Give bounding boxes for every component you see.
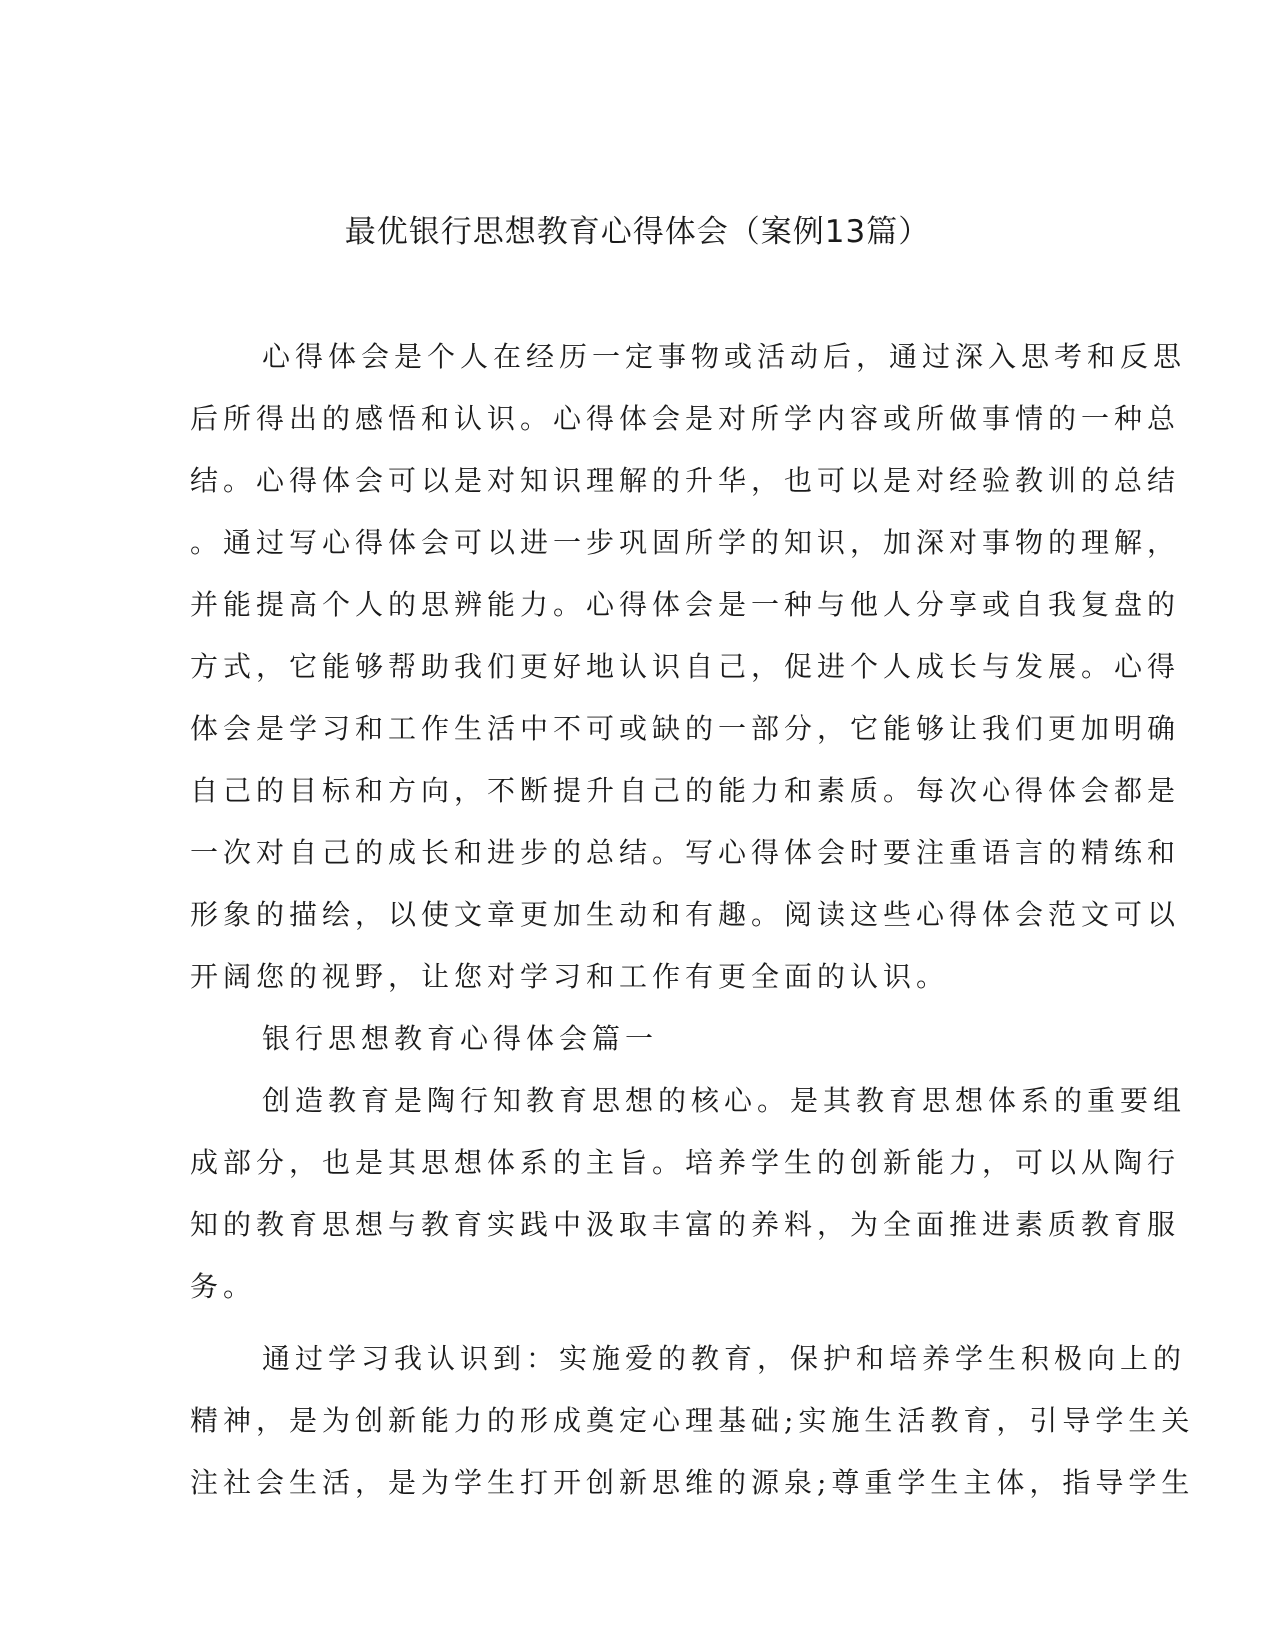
text-line: 形象的描绘，以使文章更加生动和有趣。阅读这些心得体会范文可以 [190,898,1181,931]
text-line: 心得体会是个人在经历一定事物或活动后，通过深入思考和反思 [262,340,1187,373]
text-line: 体会是学习和工作生活中不可或缺的一部分，它能够让我们更加明确 [190,712,1181,745]
text-line: 知的教育思想与教育实践中汲取丰富的养料，为全面推进素质教育服 [190,1208,1181,1241]
body-paragraph-1 [190,1070,1187,1318]
text-line: 一次对自己的成长和进步的总结。写心得体会时要注重语言的精练和 [190,836,1181,869]
text-line: 结。心得体会可以是对知识理解的升华，也可以是对经验教训的总结 [190,464,1181,497]
text-line: 通过学习我认识到：实施爱的教育，保护和培养学生积极向上的 [262,1342,1187,1375]
text-line: 成部分，也是其思想体系的主旨。培养学生的创新能力，可以从陶行 [190,1146,1181,1179]
text-line: 务。 [190,1270,257,1303]
text-line: 开阔您的视野，让您对学习和工作有更全面的认识。 [190,960,950,993]
document-body [190,326,1195,1514]
document-title: 最优银行思想教育心得体会（案例13篇） [344,214,931,250]
text-line: 注社会生活，是为学生打开创新思维的源泉;尊重学生主体，指导学生 [190,1466,1195,1499]
text-line: 后所得出的感悟和认识。心得体会是对所学内容或所做事情的一种总 [190,402,1181,435]
text-line: 方式，它能够帮助我们更好地认识自己，促进个人成长与发展。心得 [190,650,1181,683]
text-line: 精神，是为创新能力的形成奠定心理基础;实施生活教育，引导学生关 [190,1404,1195,1437]
text-line: 。通过写心得体会可以进一步巩固所学的知识，加深对事物的理解， [190,526,1181,559]
section-heading: 银行思想教育心得体会篇一 [262,1022,659,1055]
text-line: 自己的目标和方向，不断提升自己的能力和素质。每次心得体会都是 [190,774,1181,807]
text-line: 创造教育是陶行知教育思想的核心。是其教育思想体系的重要组 [262,1084,1187,1117]
text-line: 并能提高个人的思辨能力。心得体会是一种与他人分享或自我复盘的 [190,588,1181,621]
body-paragraph-2 [190,1328,1195,1514]
intro-paragraph [190,326,1187,1008]
